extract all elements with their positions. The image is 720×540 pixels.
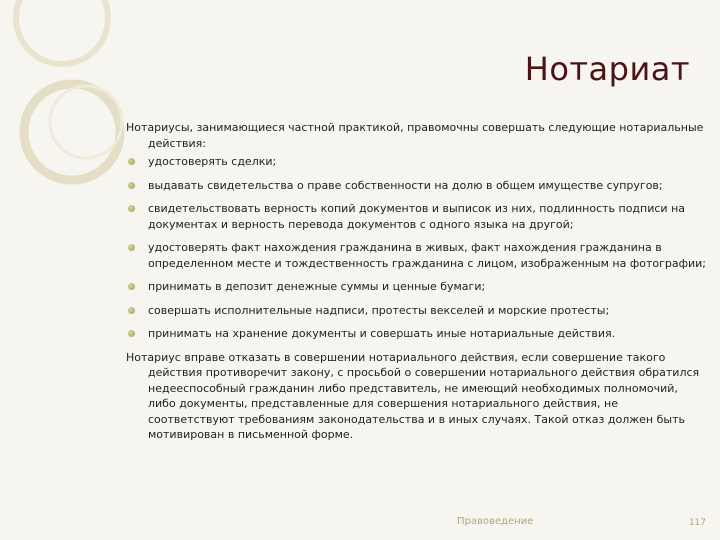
closing-paragraph: Нотариус вправе отказать в совершении нотариального действия, если совершение такого действия противоречит закону, с просьбой о совершении нотариального действия обратился недееспособный гражданин либо представитель, не имеющий необходимых полномочий, либо документы, представленные для совершения нотариального действия, не соответствуют требованиям законодательства и в иных случаях. Такой отказ должен быть мотивирован в письменной форме. [126, 350, 700, 441]
list-item-text: удостоверять сделки; [148, 155, 277, 168]
list-item [126, 303, 706, 319]
list-item [126, 240, 706, 271]
page-number: 117 [688, 518, 706, 528]
slide-content [126, 120, 706, 446]
bullet-icon [128, 158, 135, 165]
decorative-circle [16, 0, 108, 64]
bullet-list [126, 154, 706, 342]
list-item [126, 178, 706, 194]
list-item-text: совершать исполнительные надписи, протесты векселей и морские протесты; [148, 303, 610, 317]
bullet-icon [128, 244, 135, 251]
list-item [126, 326, 706, 342]
bullet-icon [128, 205, 135, 212]
list-item [126, 279, 706, 295]
list-item [126, 154, 706, 170]
bullet-icon [128, 307, 135, 314]
bullet-icon [128, 330, 135, 337]
decorative-circle [24, 84, 120, 180]
decorative-circles [0, 0, 140, 200]
bullet-icon [128, 182, 135, 189]
footer-label: Правоведение [457, 516, 534, 527]
intro-paragraph: Нотариусы, занимающиеся частной практикой, правомочны совершать следующие нотариальные действия: [126, 121, 704, 150]
decorative-circle [50, 86, 122, 158]
list-item-text: удостоверять факт нахождения гражданина в живых, факт нахождения гражданина в определенном месте и тождественность гражданина с лицом, изображенным на фотографии; [148, 241, 707, 270]
list-item [126, 201, 706, 232]
list-item-text: принимать в депозит денежные суммы и ценные бумаги; [148, 280, 486, 293]
list-item-text: свидетельствовать верность копий документов и выписок из них, подлинность подписи на документах и верность перевода документов с одного языка на другой; [148, 202, 685, 231]
slide-title: Нотариат [524, 50, 690, 88]
list-item-text: принимать на хранение документы и совершать иные нотариальные действия. [148, 327, 616, 340]
bullet-icon [128, 283, 135, 290]
list-item-text: выдавать свидетельства о праве собственности на долю в общем имуществе супругов; [148, 178, 663, 192]
